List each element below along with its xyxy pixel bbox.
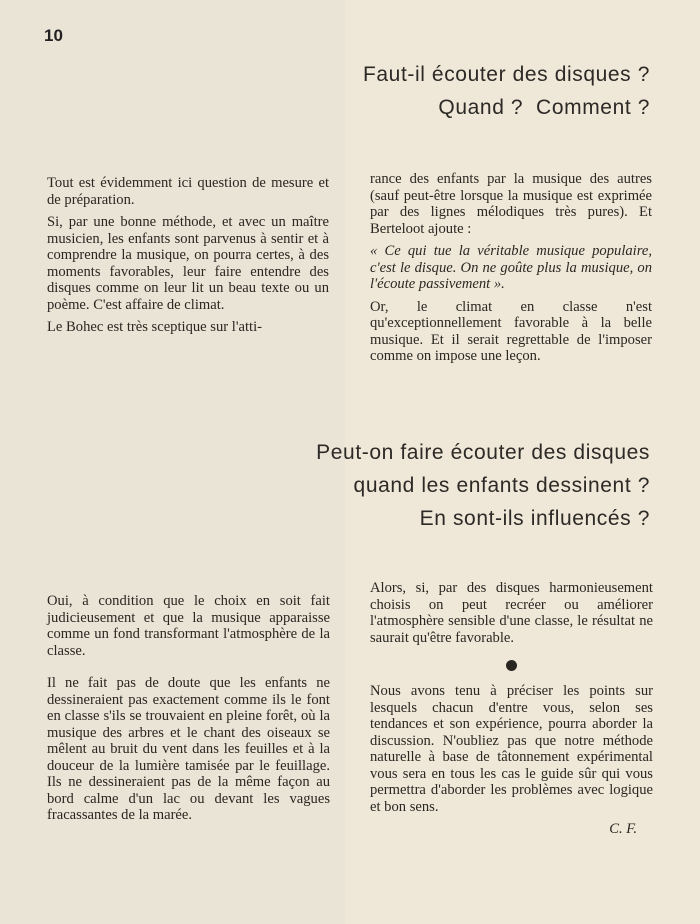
text-column-4 — [370, 580, 653, 844]
paragraph: Alors, si, par des disques harmonieusement choisis on peut recréer ou améliorer l'atmosphère sensible d'une classe, le résultat ne saurait qu'être favorable. — [370, 580, 653, 646]
paragraph: Si, par une bonne méthode, et avec un maître musicien, les enfants sont parvenus à sentir et à comprendre la musique, on pourra certes, à des moments favorables, leur faire entendre des disques comme on leur lit un beau texte ou un poème. C'est affaire de climat. — [47, 214, 329, 313]
text-column-2 — [370, 171, 652, 371]
page-number: 10 — [44, 26, 63, 45]
paragraph: Il ne fait pas de doute que les enfants ne dessineraient pas exactement comme ils le font en classe s'ils se trouvaient en pleine forêt, où la musique des arbres et le chant des oiseaux se mêlent au bruit du vent dans les feuilles et à la douceur de la lumière tamisée par le feuillage. Ils ne dessineraient pas de la même façon au bord calme d'un lac ou devant les vagues fracassantes de la marée. — [47, 675, 330, 823]
paragraph: Oui, à condition que le choix en soit fait judicieusement et que la musique apparaisse comme un fond transformant l'atmosphère de la classe. — [47, 593, 330, 659]
heading-1-line-2: Quand ? Comment ? — [438, 96, 650, 119]
signature: C. F. — [609, 821, 637, 837]
heading-2-line-3: En sont-ils influencés ? — [419, 507, 650, 530]
section-heading-2 — [230, 436, 650, 535]
text-column-3 — [47, 593, 330, 830]
paragraph: Nous avons tenu à préciser les points sur lesquels chacun d'entre vous, selon ses tendances et son expérience, pourra aborder la discussion. N'oubliez pas que notre méthode naturelle à base de tâtonnement expérimental vous sera en tous les cas le guide sûr qui vous permettra d'aborder les problèmes avec logique et bon sens. — [370, 683, 653, 815]
paragraph: rance des enfants par la musique des autres (sauf peut-être lorsque la musique est exprimée par des lignes mélodiques très pures). Et Berteloot ajoute : — [370, 171, 652, 237]
heading-2-line-2: quand les enfants dessinent ? — [353, 474, 650, 497]
paragraph: Or, le climat en classe n'est qu'exceptionnellement favorable à la belle musique. Et il serait regrettable de l'imposer comme on impose une leçon. — [370, 298, 652, 364]
text-column-1 — [47, 175, 329, 342]
section-heading-1 — [270, 58, 650, 124]
heading-2-line-1: Peut-on faire écouter des disques — [316, 441, 650, 464]
quote-berteloot: « Ce qui tue la véritable musique populaire, c'est le disque. On ne goûte plus la musique, on l'écoute passivement ». — [370, 243, 652, 292]
paragraph: Le Bohec est très sceptique sur l'atti- — [47, 319, 262, 335]
paragraph: Tout est évidemment ici question de mesure et de préparation. — [47, 175, 329, 208]
heading-1-line-1: Faut-il écouter des disques ? — [362, 63, 650, 86]
bullet-separator — [506, 660, 517, 671]
